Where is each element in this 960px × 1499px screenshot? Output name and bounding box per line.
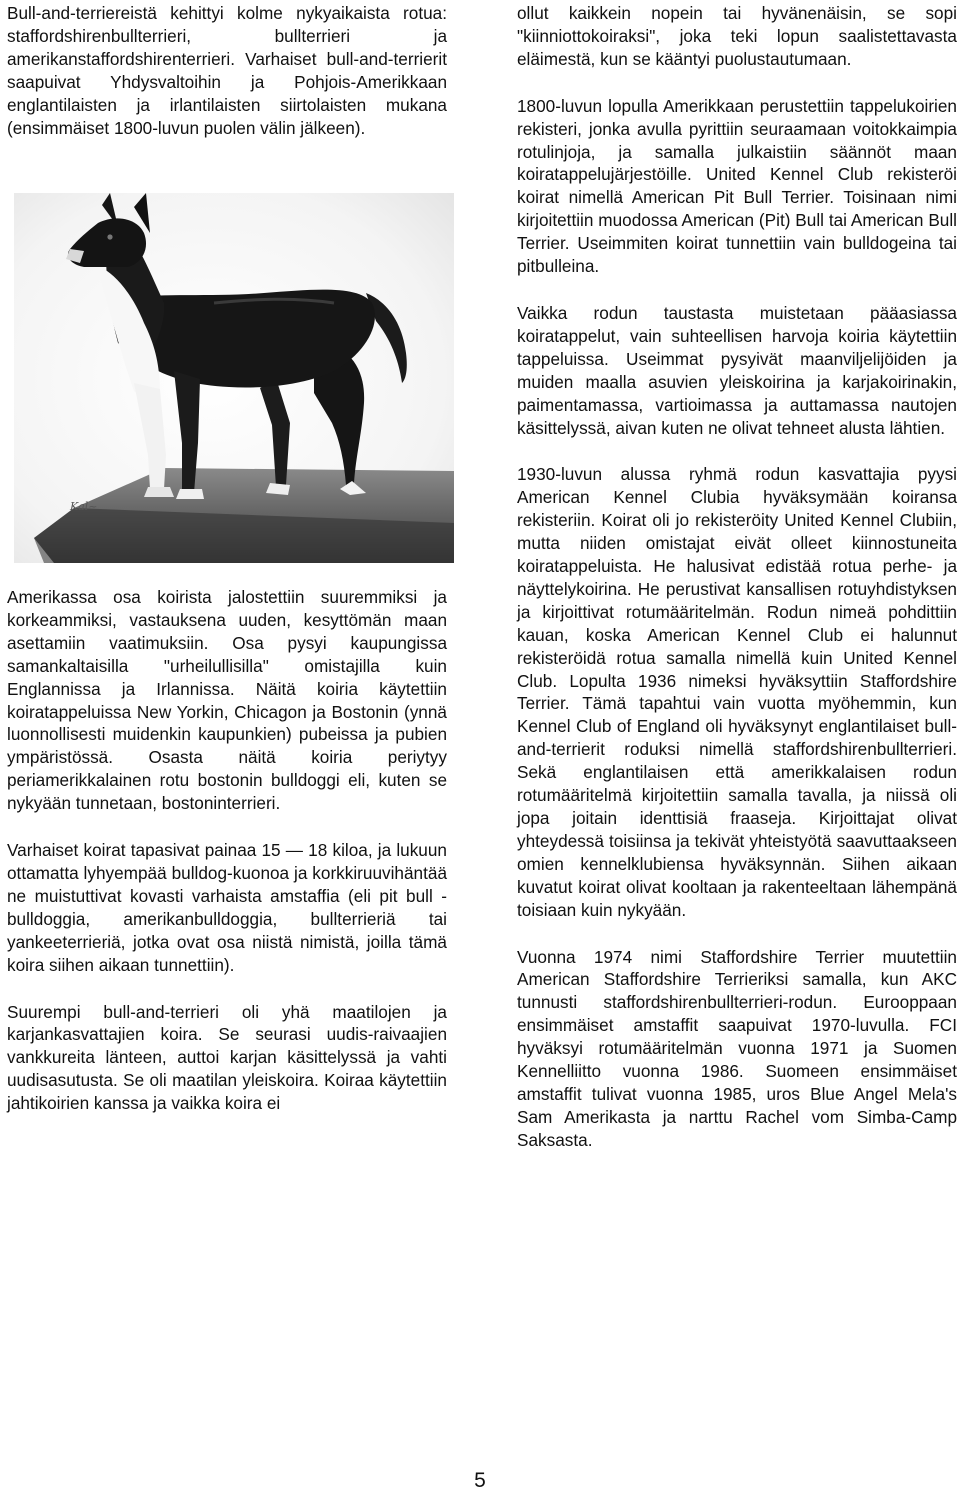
amstaff-dog-illustration — [14, 193, 454, 563]
paragraph: Suurempi bull-and-terrieri oli yhä maatilojen ja karjankasvattajien koira. Se seurasi uudis-raivaajien vankkureita länteen, auttoi karjan käsittelyssä ja vahti uudisasutusta. Se oli maatilan yleiskoira. Koiraa käytettiin jahtikoirien kanssa ja vaikka koira ei — [7, 1001, 447, 1114]
intro-paragraph: Bull-and-terriereistä kehittyi kolme nykyaikaista rotua: staffordshirenbullterrieri, bullterrieri ja amerikanstaffordshirenterrieri. Varhaiset bull-and-terrierit saapuivat Yhdysvaltoihin ja Pohjois-Amerikkaan englantilaisten ja irlantilaisten siirtolaisten mukana (ensimmäiset 1800-luvun puolen välin jälkeen). — [7, 3, 447, 138]
paragraph: Amerikassa osa koirista jalostettiin suuremmiksi ja korkeammiksi, vastauksena uuden, kesyttömän maan asettamiin vaatimuksiin. Osa pysyi kaupungissa samankaltaisilla "urheilullisilla" omistajilla kuin Englannissa ja Irlannissa. Näitä koiria käytettiin koiratappeluissa New Yorkin, Chicagon ja Bostonin (ynnä luonnollisesti muidenkin kaupunkien) pubeissa ja pubien ympäristössä. Osasta näitä koiria periytyy periamerikkalainen rotu bostonin bulldoggi eli, kuten se nykyään tunnetaan, bostoninterrieri. — [7, 587, 447, 814]
paragraph: Vuonna 1974 nimi Staffordshire Terrier muutettiin American Staffordshire Terrieriksi samalla, kun AKC tunnusti staffordshirenbullterrieri-rodun. Eurooppaan ensimmäiset amstaffit saapuivat 1970-luvulla. FCI hyväksyi rotumääritelmän vuonna 1971 ja Suomen Kennelliitto vuonna 1986. Suomeen ensimmäiset amstaffit tulivat vuonna 1985, uros Blue Angel Mela's Sam Amerikasta ja narttu Rachel vom Simba-Camp Saksasta. — [517, 946, 957, 1150]
dog-eye — [107, 234, 112, 239]
paragraph: ollut kaikkein nopein tai hyvänenäisin, se sopi "kiinniottokoiraksi", joka teki lopun saalistettavasta eläimestä, kun se kääntyi puolustautumaan. — [517, 3, 957, 69]
paragraph: Vaikka rodun taustasta muistetaan pääasiassa koiratappelut, vain suhteellisen harvoja koiria käytettiin tappeluissa. Useimmat pysyivät maanviljelijöiden ja muiden maalla asuvien yleiskoirina ja karjakoirinakin, paimentamassa, vartioimassa ja auttamassa nautojen käsittelyssä, aivan kuten ne olivat tehneet alusta lähtien. — [517, 302, 957, 438]
dog-photo — [14, 193, 454, 563]
right-column — [517, 2, 957, 1176]
photo-signature: Kal~ — [70, 500, 98, 513]
page-number: 5 — [474, 1469, 486, 1492]
left-column-top — [7, 2, 447, 163]
paragraph: 1800-luvun lopulla Amerikkaan perustettiin tappelukoirien rekisteri, jonka avulla pyrittiin seuraamaan voitokkaimpia rotulinjoja, ja samalla julkaistiin säännöt maan koiratappelujärjestöille. United Kennel Club rekisteröi koirat nimellä American Pit Bull Terrier. Toisinaan nimi kirjoitettiin muodossa American (Pit) Bull tai American Bull Terrier. Useimmiten koirat tunnettiin vain bulldogeina tai pitbulleina. — [517, 95, 957, 277]
left-column-bottom — [7, 586, 447, 1139]
paragraph: Varhaiset koirat tapasivat painaa 15 — 18 kiloa, ja lukuun ottamatta lyhyempää bulldog-kuonoa ja korkkiruuvihäntää ne muistuttivat kovasti varhaista amstaffia (eli pit bull -bulldoggia, amerikanbulldoggia, bullterrieriä tai yankeeterrieriä, jotka ovat osa niistä nimistä, joilla tämä koira siihen aikaan tunnettiin). — [7, 840, 447, 975]
paragraph: 1930-luvun alussa ryhmä rodun kasvattajia pyysi American Kennel Clubia hyväksymään koiransa rekisteriin. Koirat oli jo rekisteröity United Kennel Clubiin, mutta niiden omistajat eivät olleet kiinnostuneita koiratappeluista. He halusivat edistää rotua perhe- ja näyttelykoirina. He perustivat kansallisen rotuyhdistyksen ja kirjoittivat rotumääritelmän. Rodun nimeä pohdittiin kauan, koska American Kennel Club ei halunnut rekisteröidä rotua samalla nimellä kuin United Kennel Club. Lopulta 1936 nimeksi hyväksyttiin Staffordshire Terrier. Tämä tapahtui vain vuotta myöhemmin, kun Kennel Club of England oli hyväksynyt englantilaiset bull-and-terrierit roduksi nimellä staffordshirenbullterrieri. Sekä englantilaisen että amerikkalaisen rodun rotumääritelmä kirjoitettiin samalla tavalla, ja niissä oli jopa joitain identtisiä fraaseja. Kirjoittajat olivat yhteydessä toisiinsa ja tekivät yhteistyötä saavuttaakseen omien kennelklubiensa hyväksynnän. Siihen aikaan kuvatut koirat olivat kooltaan ja rakenteeltaan lähempänä toisiaan kuin nykyään. — [517, 464, 957, 920]
